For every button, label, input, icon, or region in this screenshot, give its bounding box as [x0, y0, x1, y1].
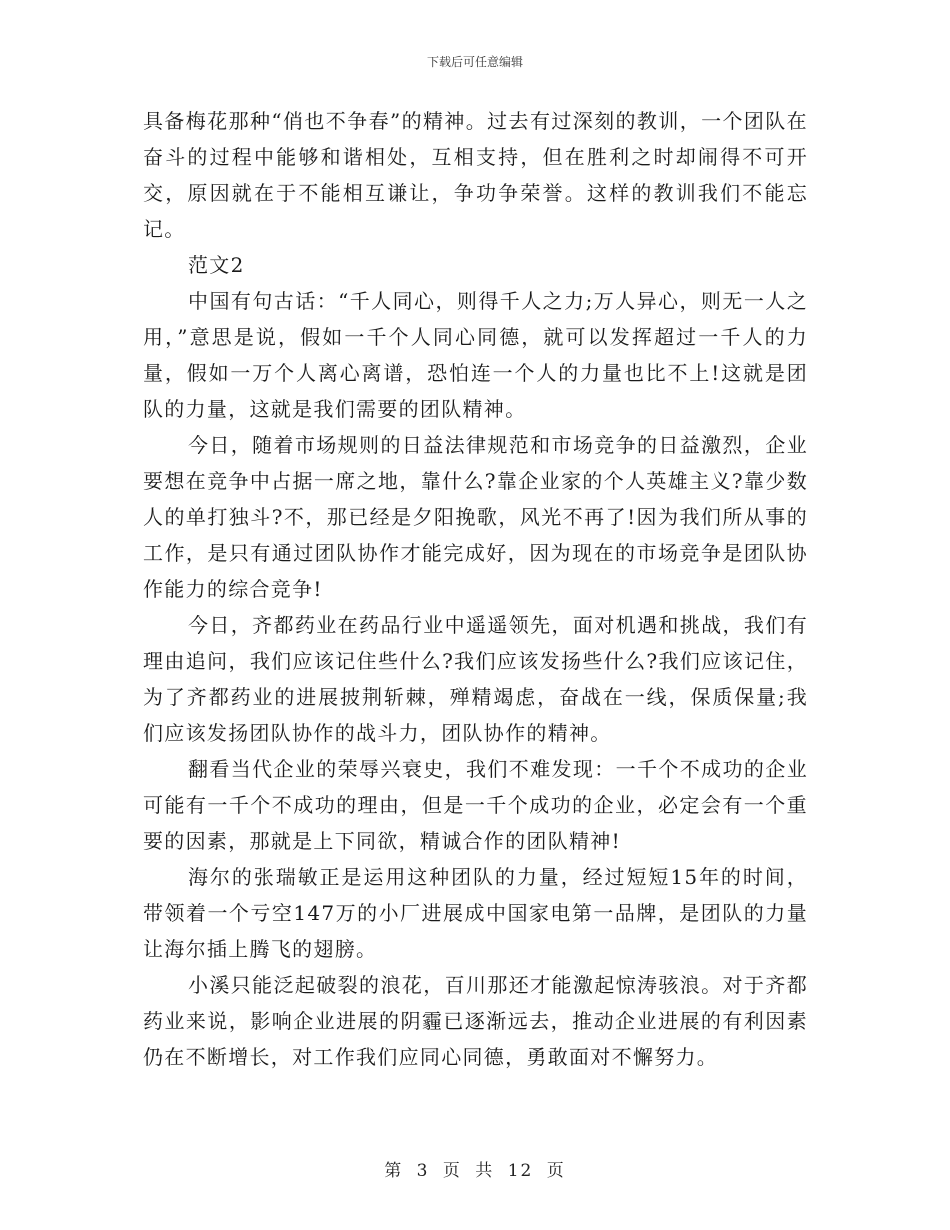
paragraph-1: 中国有句古话：“千人同心，则得千人之力;万人异心，则无一人之用，”意思是说，假如一千个人同心同德，就可以发挥超过一千人的力量，假如一万个人离心离谱，恐怕连一个人的力量也比不上!这就是团队的力量，这就是我们需要的团队精神。 — [143, 289, 808, 421]
section-heading: 范文2 — [188, 253, 245, 277]
page-header: 下载后可任意编辑 — [426, 55, 523, 69]
paragraph-6: 小溪只能泛起破裂的浪花，百川那还才能激起惊涛骇浪。对于齐都药业来说，影响企业进展的阴霾已逐渐远去，推动企业进展的有利因素仍在不断增长，对工作我们应同心同德，勇敢面对不懈努力。 — [143, 973, 808, 1069]
paragraph-continuation: 具备梅花那种“俏也不争春”的精神。过去有过深刻的教训，一个团队在奋斗的过程中能够和谐相处，互相支持，但在胜利之时却闹得不可开交，原因就在于不能相互谦让，争功争荣誉。这样的教训我们不能忘记。 — [143, 109, 808, 241]
paragraph-3: 今日，齐都药业在药品行业中遥遥领先，面对机遇和挑战，我们有理由追问，我们应该记住些什么?我们应该发扬些什么?我们应该记住，为了齐都药业的进展披荆斩棘，殚精竭虑，奋战在一线，保质保量;我们应该发扬团队协作的战斗力，团队协作的精神。 — [143, 613, 808, 745]
document-body — [143, 103, 808, 1075]
paragraph-5: 海尔的张瑞敏正是运用这种团队的力量，经过短短15年的时间，带领着一个亏空147万的小厂进展成中国家电第一品牌，是团队的力量让海尔插上腾飞的翅膀。 — [143, 865, 808, 961]
page-number-footer: 第 3 页 共 12 页 — [384, 1161, 566, 1181]
paragraph-4: 翻看当代企业的荣辱兴衰史，我们不难发现：一千个不成功的企业可能有一千个不成功的理由，但是一千个成功的企业，必定会有一个重要的因素，那就是上下同欲，精诚合作的团队精神! — [143, 757, 808, 853]
paragraph-2: 今日，随着市场规则的日益法律规范和市场竞争的日益激烈，企业要想在竞争中占据一席之地，靠什么?靠企业家的个人英雄主义?靠少数人的单打独斗?不，那已经是夕阳挽歌，风光不再了!因为我们所从事的工作，是只有通过团队协作才能完成好，因为现在的市场竞争是团队协作能力的综合竞争! — [143, 433, 808, 601]
